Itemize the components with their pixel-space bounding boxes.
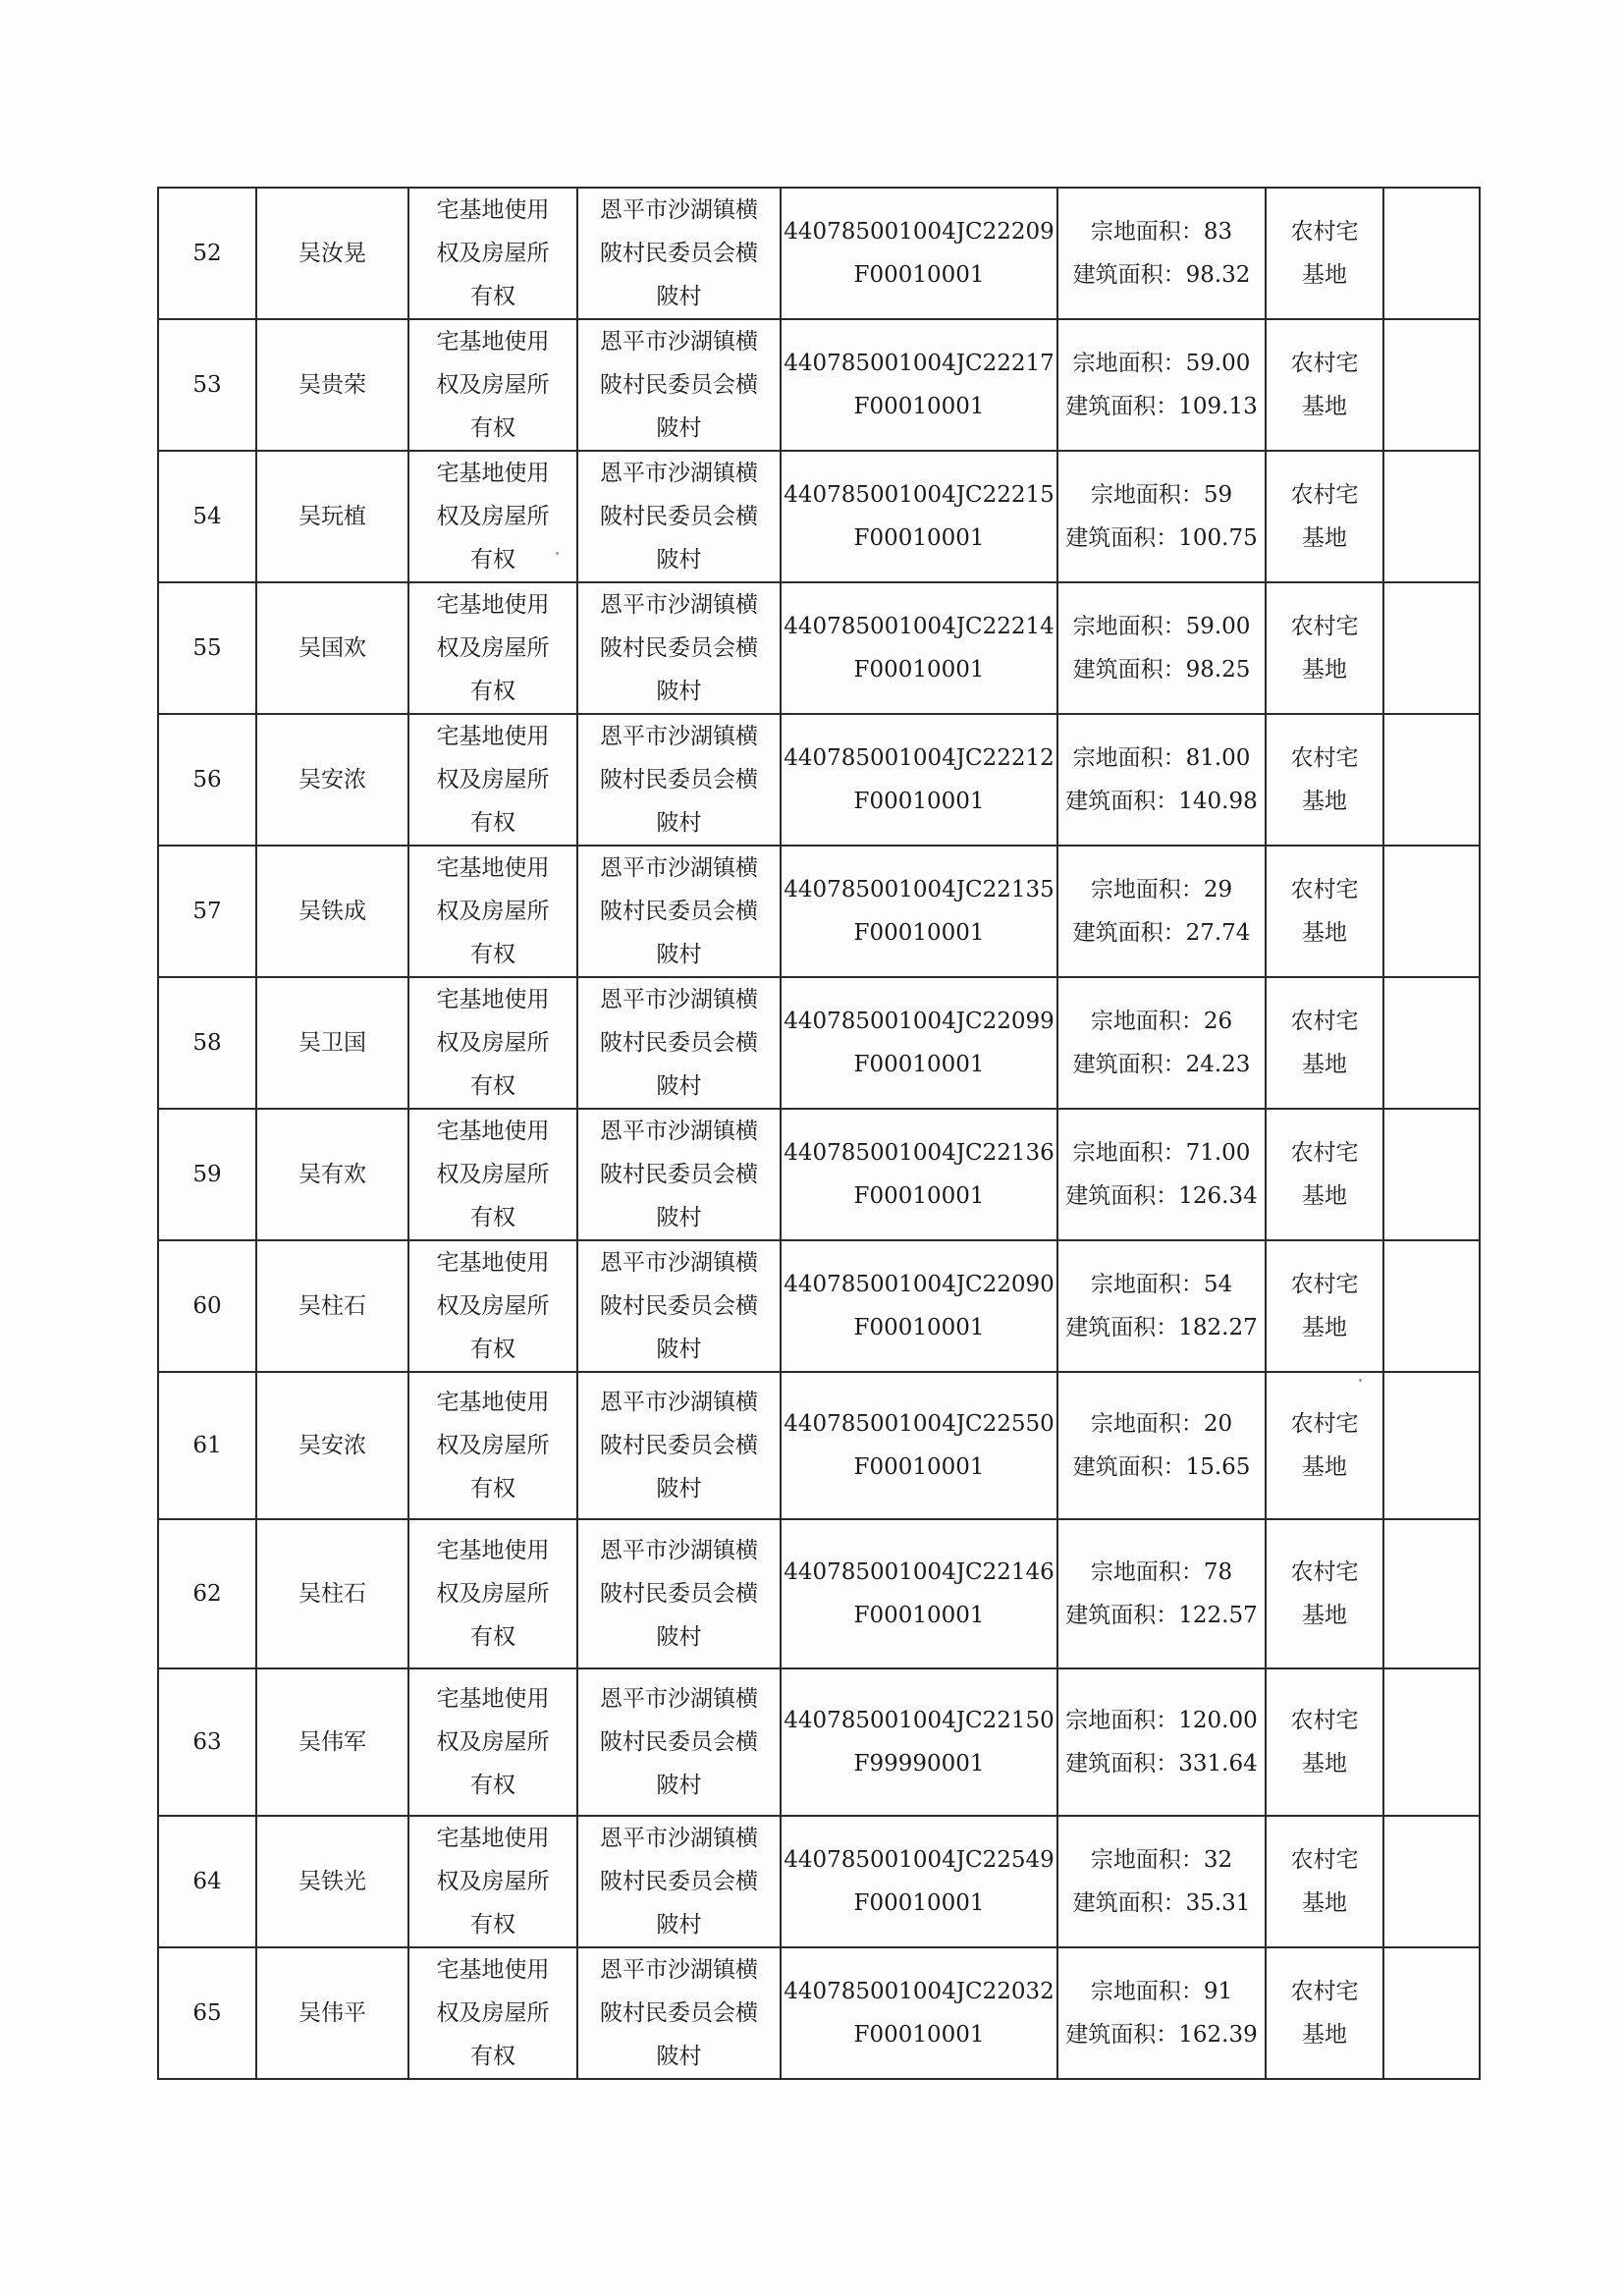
location-cell-line: 陂村民委员会横	[600, 1729, 758, 1755]
owner-name-cell: 吴卫国	[256, 977, 408, 1109]
location-cell	[577, 1816, 781, 1947]
owner-name-cell: 吴柱石	[256, 1519, 408, 1668]
right-type-cell-line: 有权	[470, 1912, 515, 1938]
unit-code-cell	[781, 1372, 1057, 1519]
right-type-cell	[408, 1109, 577, 1240]
unit-code-cell-line: F00010001	[853, 1454, 985, 1480]
area-cell	[1057, 1109, 1266, 1240]
right-type-cell-line: 权及房屋所	[436, 241, 550, 266]
area-cell-line: 宗地面积：20	[1090, 1411, 1233, 1437]
remark-cell	[1383, 1372, 1480, 1519]
land-use-cell	[1266, 1109, 1383, 1240]
location-cell-line: 陂村	[656, 679, 702, 704]
right-type-cell-line: 宅基地使用	[436, 1957, 550, 1983]
land-use-cell-line: 农村宅	[1290, 745, 1359, 771]
right-type-cell-line: 宅基地使用	[436, 461, 550, 486]
right-type-cell-line: 权及房屋所	[436, 1030, 550, 1056]
area-cell-line: 建筑面积：15.65	[1072, 1454, 1251, 1480]
table-row	[158, 977, 1480, 1109]
right-type-cell-line: 宅基地使用	[436, 987, 550, 1012]
area-cell	[1057, 1816, 1266, 1947]
location-cell	[577, 1240, 781, 1372]
area-cell-line: 建筑面积：98.25	[1072, 657, 1251, 683]
land-use-cell-line: 农村宅	[1290, 614, 1359, 639]
right-type-cell-line: 宅基地使用	[436, 1538, 550, 1563]
table-row	[158, 1240, 1480, 1372]
location-cell	[577, 451, 781, 582]
owner-name-cell: 吴铁光	[256, 1816, 408, 1947]
land-use-cell-line: 农村宅	[1290, 1559, 1359, 1585]
row-number-cell: 53	[158, 319, 256, 451]
remark-cell	[1383, 319, 1480, 451]
area-cell	[1057, 582, 1266, 714]
area-cell-line: 建筑面积：331.64	[1065, 1751, 1258, 1777]
right-type-cell-line: 权及房屋所	[436, 1293, 550, 1319]
right-type-cell-line: 宅基地使用	[436, 592, 550, 618]
location-cell-line: 陂村民委员会横	[600, 1581, 758, 1607]
location-cell	[577, 846, 781, 977]
land-use-cell	[1266, 1240, 1383, 1372]
right-type-cell	[408, 188, 577, 319]
land-use-cell-line: 农村宅	[1290, 1847, 1359, 1873]
unit-code-cell	[781, 1816, 1057, 1947]
row-number-cell: 52	[158, 188, 256, 319]
right-type-cell-line: 有权	[470, 1337, 515, 1362]
location-cell-line: 陂村	[656, 1624, 702, 1650]
remark-cell	[1383, 1668, 1480, 1816]
remark-cell	[1383, 1240, 1480, 1372]
location-cell-line: 恩平市沙湖镇横	[600, 1119, 758, 1144]
area-cell-line: 宗地面积：120.00	[1065, 1708, 1258, 1733]
owner-name-cell: 吴安浓	[256, 714, 408, 846]
location-cell-line: 陂村民委员会横	[600, 899, 758, 924]
remark-cell	[1383, 714, 1480, 846]
right-type-cell-line: 有权	[470, 1476, 515, 1502]
unit-code-cell-line: F00010001	[853, 1315, 985, 1340]
land-use-cell-line: 基地	[1302, 920, 1347, 946]
unit-code-cell	[781, 977, 1057, 1109]
row-number-cell: 57	[158, 846, 256, 977]
right-type-cell	[408, 1519, 577, 1668]
location-cell-line: 陂村	[656, 2044, 702, 2069]
location-cell	[577, 1668, 781, 1816]
right-type-cell-line: 有权	[470, 2044, 515, 2069]
land-use-cell-line: 农村宅	[1290, 1140, 1359, 1166]
unit-code-cell-line: 440785001004JC22146	[784, 1559, 1055, 1585]
land-use-cell-line: 农村宅	[1290, 1411, 1359, 1437]
unit-code-cell-line: 440785001004JC22215	[784, 482, 1055, 508]
land-use-cell-line: 农村宅	[1290, 877, 1359, 902]
remark-cell	[1383, 1519, 1480, 1668]
land-use-cell	[1266, 977, 1383, 1109]
table-row	[158, 714, 1480, 846]
row-number-cell: 59	[158, 1109, 256, 1240]
area-cell-line: 建筑面积：24.23	[1072, 1052, 1251, 1077]
location-cell	[577, 714, 781, 846]
location-cell-line: 恩平市沙湖镇横	[600, 1686, 758, 1712]
location-cell-line: 陂村民委员会横	[600, 1030, 758, 1056]
area-cell-line: 宗地面积：26	[1090, 1009, 1233, 1034]
remark-cell	[1383, 1816, 1480, 1947]
table-row	[158, 582, 1480, 714]
unit-code-cell-line: 440785001004JC22212	[784, 745, 1055, 771]
right-type-cell-line: 权及房屋所	[436, 372, 550, 398]
area-cell	[1057, 319, 1266, 451]
land-use-cell-line: 基地	[1302, 789, 1347, 814]
area-cell-line: 建筑面积：122.57	[1065, 1603, 1258, 1628]
row-number-cell: 60	[158, 1240, 256, 1372]
right-type-cell-line: 有权	[470, 1773, 515, 1798]
right-type-cell-line: 宅基地使用	[436, 855, 550, 881]
right-type-cell-line: 有权	[470, 284, 515, 309]
area-cell	[1057, 1519, 1266, 1668]
land-use-cell-line: 基地	[1302, 525, 1347, 551]
location-cell-line: 陂村	[656, 547, 702, 573]
right-type-cell-line: 有权	[470, 547, 515, 573]
right-type-cell-line: 权及房屋所	[436, 899, 550, 924]
location-cell-line: 陂村	[656, 810, 702, 836]
right-type-cell-line: 有权	[470, 1073, 515, 1099]
row-number-cell: 56	[158, 714, 256, 846]
area-cell-line: 建筑面积：27.74	[1072, 920, 1251, 946]
right-type-cell-line: 宅基地使用	[436, 329, 550, 355]
area-cell-line: 宗地面积：32	[1090, 1847, 1233, 1873]
owner-name-cell: 吴铁成	[256, 846, 408, 977]
owner-name-cell: 吴贵荣	[256, 319, 408, 451]
unit-code-cell-line: 440785001004JC22150	[784, 1708, 1055, 1733]
unit-code-cell-line: F00010001	[853, 394, 985, 419]
owner-name-cell: 吴玩植	[256, 451, 408, 582]
scan-speck	[556, 552, 559, 555]
area-cell-line: 宗地面积：78	[1090, 1559, 1233, 1585]
right-type-cell-line: 宅基地使用	[436, 1686, 550, 1712]
land-use-cell-line: 基地	[1302, 262, 1347, 288]
area-cell-line: 宗地面积：83	[1090, 219, 1233, 245]
owner-name-cell: 吴安浓	[256, 1372, 408, 1519]
area-cell	[1057, 1668, 1266, 1816]
land-use-cell	[1266, 1519, 1383, 1668]
right-type-cell	[408, 451, 577, 582]
table-row	[158, 188, 1480, 319]
table-row	[158, 1109, 1480, 1240]
area-cell-line: 宗地面积：59	[1090, 482, 1233, 508]
location-cell-line: 恩平市沙湖镇横	[600, 1538, 758, 1563]
location-cell	[577, 977, 781, 1109]
land-use-cell-line: 基地	[1302, 657, 1347, 683]
right-type-cell-line: 宅基地使用	[436, 1390, 550, 1415]
right-type-cell-line: 权及房屋所	[436, 504, 550, 529]
area-cell-line: 宗地面积：81.00	[1072, 745, 1251, 771]
row-number-cell: 64	[158, 1816, 256, 1947]
row-number-cell: 63	[158, 1668, 256, 1816]
land-use-cell	[1266, 1947, 1383, 2079]
table-row	[158, 451, 1480, 582]
right-type-cell-line: 宅基地使用	[436, 724, 550, 749]
area-cell	[1057, 188, 1266, 319]
right-type-cell-line: 有权	[470, 1624, 515, 1650]
land-use-cell-line: 基地	[1302, 1603, 1347, 1628]
right-type-cell	[408, 1668, 577, 1816]
row-number-cell: 65	[158, 1947, 256, 2079]
location-cell-line: 恩平市沙湖镇横	[600, 1957, 758, 1983]
land-use-cell-line: 农村宅	[1290, 219, 1359, 245]
table-row	[158, 1947, 1480, 2079]
unit-code-cell	[781, 451, 1057, 582]
location-cell-line: 陂村	[656, 1073, 702, 1099]
remark-cell	[1383, 188, 1480, 319]
location-cell-line: 恩平市沙湖镇横	[600, 1250, 758, 1276]
area-cell-line: 建筑面积：100.75	[1065, 525, 1258, 551]
unit-code-cell-line: 440785001004JC22136	[784, 1140, 1055, 1166]
owner-name-cell: 吴伟平	[256, 1947, 408, 2079]
land-use-cell-line: 基地	[1302, 1183, 1347, 1209]
location-cell-line: 陂村	[656, 1337, 702, 1362]
table-row	[158, 1668, 1480, 1816]
right-type-cell	[408, 319, 577, 451]
area-cell-line: 建筑面积：126.34	[1065, 1183, 1258, 1209]
unit-code-cell-line: F00010001	[853, 657, 985, 683]
land-use-cell	[1266, 451, 1383, 582]
unit-code-cell-line: 440785001004JC22032	[784, 1979, 1055, 2004]
location-cell	[577, 582, 781, 714]
right-type-cell-line: 宅基地使用	[436, 1826, 550, 1851]
owner-name-cell: 吴柱石	[256, 1240, 408, 1372]
location-cell-line: 陂村民委员会横	[600, 1162, 758, 1187]
unit-code-cell-line: 440785001004JC22550	[784, 1411, 1055, 1437]
owner-name-cell: 吴国欢	[256, 582, 408, 714]
row-number-cell: 55	[158, 582, 256, 714]
table-row	[158, 1519, 1480, 1668]
location-cell	[577, 188, 781, 319]
location-cell-line: 陂村	[656, 942, 702, 967]
land-use-cell-line: 基地	[1302, 1751, 1347, 1777]
unit-code-cell-line: F00010001	[853, 1052, 985, 1077]
location-cell	[577, 1372, 781, 1519]
location-cell-line: 陂村	[656, 1912, 702, 1938]
right-type-cell-line: 有权	[470, 1205, 515, 1230]
owner-name-cell: 吴汝晃	[256, 188, 408, 319]
unit-code-cell-line: 440785001004JC22099	[784, 1009, 1055, 1034]
row-number-cell: 62	[158, 1519, 256, 1668]
area-cell	[1057, 977, 1266, 1109]
land-use-cell	[1266, 714, 1383, 846]
location-cell-line: 陂村民委员会横	[600, 241, 758, 266]
land-use-cell-line: 基地	[1302, 1890, 1347, 1916]
right-type-cell	[408, 1947, 577, 2079]
right-type-cell	[408, 714, 577, 846]
right-type-cell	[408, 1816, 577, 1947]
unit-code-cell-line: F00010001	[853, 2022, 985, 2048]
owner-name-cell: 吴伟军	[256, 1668, 408, 1816]
right-type-cell	[408, 1240, 577, 1372]
right-type-cell-line: 宅基地使用	[436, 1119, 550, 1144]
unit-code-cell	[781, 319, 1057, 451]
land-use-cell-line: 农村宅	[1290, 1708, 1359, 1733]
unit-code-cell	[781, 1519, 1057, 1668]
location-cell-line: 陂村民委员会横	[600, 767, 758, 793]
location-cell-line: 陂村民委员会横	[600, 635, 758, 661]
area-cell	[1057, 1947, 1266, 2079]
unit-code-cell-line: F00010001	[853, 262, 985, 288]
unit-code-cell-line: F00010001	[853, 1183, 985, 1209]
location-cell-line: 恩平市沙湖镇横	[600, 197, 758, 223]
right-type-cell-line: 宅基地使用	[436, 1250, 550, 1276]
remark-cell	[1383, 1109, 1480, 1240]
unit-code-cell-line: 440785001004JC22217	[784, 351, 1055, 376]
right-type-cell	[408, 582, 577, 714]
right-type-cell-line: 有权	[470, 679, 515, 704]
unit-code-cell	[781, 582, 1057, 714]
right-type-cell-line: 权及房屋所	[436, 1729, 550, 1755]
area-cell-line: 建筑面积：98.32	[1072, 262, 1251, 288]
unit-code-cell-line: F00010001	[853, 789, 985, 814]
area-cell-line: 建筑面积：162.39	[1065, 2022, 1258, 2048]
area-cell-line: 宗地面积：71.00	[1072, 1140, 1251, 1166]
area-cell-line: 宗地面积：59.00	[1072, 614, 1251, 639]
unit-code-cell	[781, 1240, 1057, 1372]
unit-code-cell-line: F00010001	[853, 525, 985, 551]
land-use-cell-line: 农村宅	[1290, 351, 1359, 376]
table-row	[158, 1372, 1480, 1519]
location-cell-line: 陂村	[656, 1773, 702, 1798]
right-type-cell-line: 权及房屋所	[436, 1581, 550, 1607]
right-type-cell-line: 权及房屋所	[436, 767, 550, 793]
area-cell-line: 建筑面积：182.27	[1065, 1315, 1258, 1340]
right-type-cell	[408, 977, 577, 1109]
location-cell-line: 陂村	[656, 415, 702, 441]
unit-code-cell	[781, 714, 1057, 846]
area-cell-line: 宗地面积：59.00	[1072, 351, 1251, 376]
unit-code-cell-line: F00010001	[853, 1890, 985, 1916]
land-use-cell-line: 农村宅	[1290, 1272, 1359, 1297]
location-cell-line: 恩平市沙湖镇横	[600, 987, 758, 1012]
land-use-cell	[1266, 846, 1383, 977]
land-use-cell	[1266, 582, 1383, 714]
unit-code-cell	[781, 1109, 1057, 1240]
right-type-cell-line: 权及房屋所	[436, 2000, 550, 2026]
unit-code-cell-line: F99990001	[853, 1751, 985, 1777]
land-use-cell-line: 基地	[1302, 1454, 1347, 1480]
area-cell-line: 宗地面积：54	[1090, 1272, 1233, 1297]
right-type-cell-line: 权及房屋所	[436, 1869, 550, 1894]
location-cell-line: 恩平市沙湖镇横	[600, 592, 758, 618]
unit-code-cell-line: 440785001004JC22549	[784, 1847, 1055, 1873]
unit-code-cell-line: 440785001004JC22090	[784, 1272, 1055, 1297]
land-use-cell-line: 基地	[1302, 2022, 1347, 2048]
unit-code-cell-line: 440785001004JC22214	[784, 614, 1055, 639]
location-cell-line: 陂村民委员会横	[600, 372, 758, 398]
row-number-cell: 61	[158, 1372, 256, 1519]
land-use-cell-line: 农村宅	[1290, 1009, 1359, 1034]
land-use-cell	[1266, 188, 1383, 319]
area-cell-line: 建筑面积：109.13	[1065, 394, 1258, 419]
area-cell	[1057, 451, 1266, 582]
unit-code-cell	[781, 1947, 1057, 2079]
unit-code-cell-line: F00010001	[853, 1603, 985, 1628]
land-use-cell	[1266, 1372, 1383, 1519]
unit-code-cell-line: F00010001	[853, 920, 985, 946]
location-cell-line: 陂村民委员会横	[600, 504, 758, 529]
location-cell-line: 陂村民委员会横	[600, 2000, 758, 2026]
location-cell-line: 恩平市沙湖镇横	[600, 1826, 758, 1851]
location-cell-line: 陂村	[656, 1205, 702, 1230]
location-cell	[577, 1519, 781, 1668]
table-row	[158, 1816, 1480, 1947]
land-use-cell-line: 基地	[1302, 1052, 1347, 1077]
land-use-cell-line: 基地	[1302, 394, 1347, 419]
remark-cell	[1383, 1947, 1480, 2079]
right-type-cell	[408, 1372, 577, 1519]
remark-cell	[1383, 582, 1480, 714]
unit-code-cell-line: 440785001004JC22209	[784, 219, 1055, 245]
area-cell-line: 宗地面积：29	[1090, 877, 1233, 902]
location-cell-line: 陂村	[656, 284, 702, 309]
land-use-cell-line: 基地	[1302, 1315, 1347, 1340]
scan-speck	[1359, 1379, 1362, 1382]
location-cell-line: 恩平市沙湖镇横	[600, 461, 758, 486]
land-use-cell	[1266, 1816, 1383, 1947]
location-cell-line: 恩平市沙湖镇横	[600, 724, 758, 749]
remark-cell	[1383, 977, 1480, 1109]
table-row	[158, 846, 1480, 977]
unit-code-cell	[781, 846, 1057, 977]
land-use-cell	[1266, 319, 1383, 451]
area-cell	[1057, 1372, 1266, 1519]
location-cell-line: 陂村民委员会横	[600, 1869, 758, 1894]
owner-name-cell: 吴有欢	[256, 1109, 408, 1240]
right-type-cell-line: 有权	[470, 810, 515, 836]
right-type-cell	[408, 846, 577, 977]
area-cell-line: 建筑面积：35.31	[1072, 1890, 1251, 1916]
property-registry-table	[157, 187, 1481, 2080]
land-use-cell	[1266, 1668, 1383, 1816]
right-type-cell-line: 宅基地使用	[436, 197, 550, 223]
right-type-cell-line: 权及房屋所	[436, 1162, 550, 1187]
right-type-cell-line: 权及房屋所	[436, 635, 550, 661]
area-cell-line: 宗地面积：91	[1090, 1979, 1233, 2004]
location-cell-line: 陂村民委员会横	[600, 1293, 758, 1319]
registry-table-body	[158, 188, 1480, 2079]
location-cell-line: 陂村	[656, 1476, 702, 1502]
land-use-cell-line: 农村宅	[1290, 1979, 1359, 2004]
remark-cell	[1383, 846, 1480, 977]
remark-cell	[1383, 451, 1480, 582]
unit-code-cell	[781, 188, 1057, 319]
location-cell-line: 恩平市沙湖镇横	[600, 855, 758, 881]
location-cell-line: 陂村民委员会横	[600, 1433, 758, 1458]
location-cell	[577, 1109, 781, 1240]
location-cell	[577, 1947, 781, 2079]
location-cell	[577, 319, 781, 451]
right-type-cell-line: 有权	[470, 942, 515, 967]
unit-code-cell-line: 440785001004JC22135	[784, 877, 1055, 902]
right-type-cell-line: 权及房屋所	[436, 1433, 550, 1458]
location-cell-line: 恩平市沙湖镇横	[600, 1390, 758, 1415]
table-row	[158, 319, 1480, 451]
row-number-cell: 58	[158, 977, 256, 1109]
unit-code-cell	[781, 1668, 1057, 1816]
right-type-cell-line: 有权	[470, 415, 515, 441]
area-cell	[1057, 846, 1266, 977]
area-cell	[1057, 1240, 1266, 1372]
area-cell-line: 建筑面积：140.98	[1065, 789, 1258, 814]
area-cell	[1057, 714, 1266, 846]
location-cell-line: 恩平市沙湖镇横	[600, 329, 758, 355]
row-number-cell: 54	[158, 451, 256, 582]
land-use-cell-line: 农村宅	[1290, 482, 1359, 508]
